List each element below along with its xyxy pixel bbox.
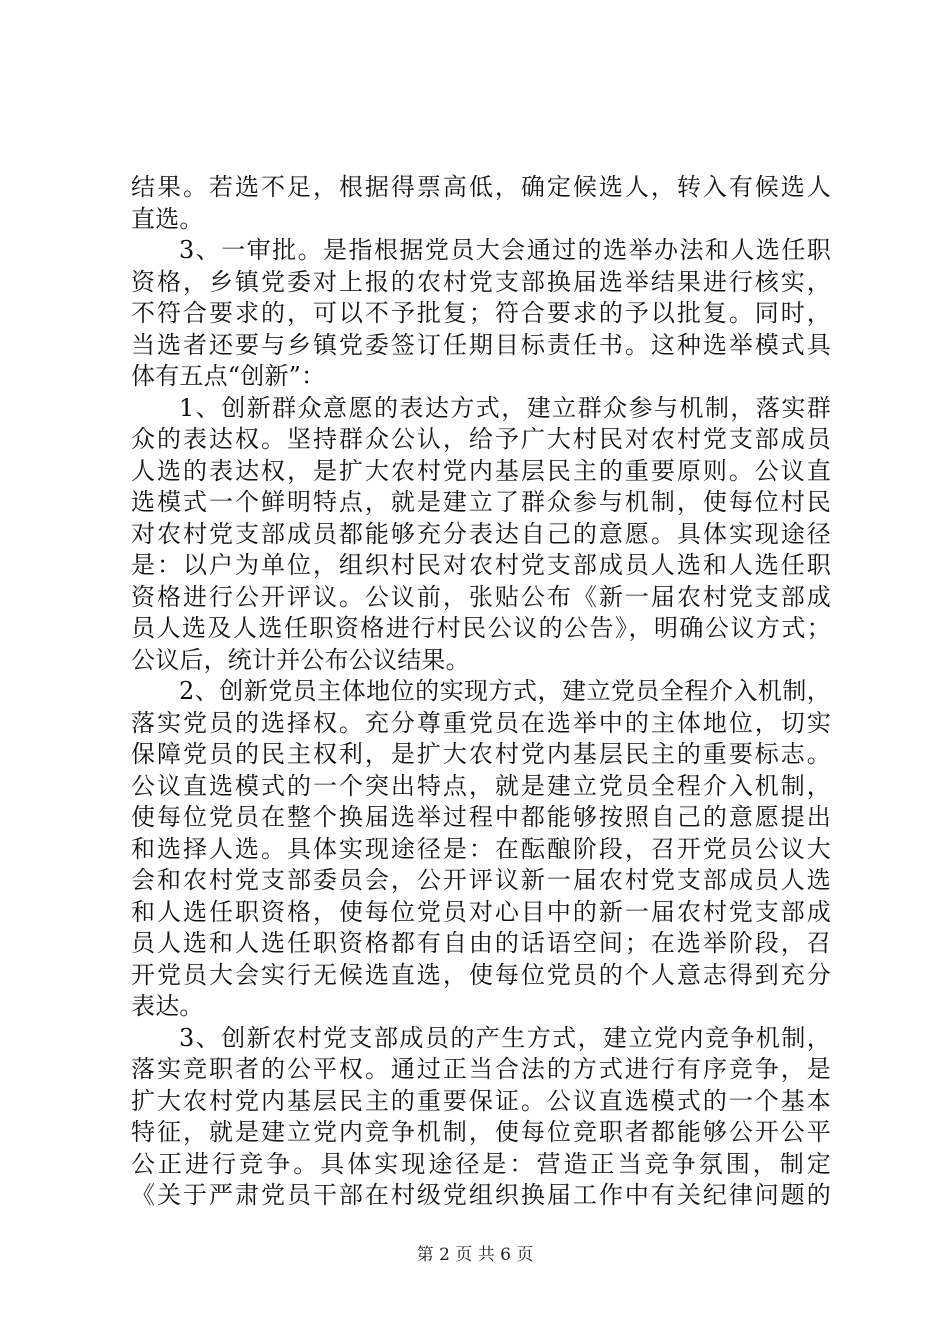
- text-line: 资格，乡镇党委对上报的农村党支部换届选举结果进行核实，: [131, 267, 831, 296]
- text-line: 员人选及人选任职资格进行村民公议的公告》，明确公议方式；: [131, 614, 831, 642]
- text-line: 1、创新群众意愿的表达方式，建立群众参与机制，落实群: [179, 393, 831, 422]
- page-number-footer: 第 2 页 共 6 页: [416, 1245, 534, 1265]
- text-line: 3、一审批。是指根据党员大会通过的选举办法和人选任职: [179, 236, 831, 264]
- text-line: 对农村党支部成员都能够充分表达自己的意愿。具体实现途径: [131, 519, 831, 548]
- text-line: 众的表达权。坚持群众公认，给予广大村民对农村党支部成员: [131, 425, 831, 453]
- text-line: 公议后，统计并公布公议结果。: [131, 645, 470, 674]
- document-body: [131, 172, 831, 1212]
- text-line: 3、创新农村党支部成员的产生方式，建立党内竞争机制，: [179, 1023, 831, 1052]
- text-line: 落实竞职者的公平权。通过正当合法的方式进行有序竞争，是: [131, 1055, 831, 1083]
- text-line: 直选。: [131, 204, 204, 233]
- text-line: 和选择人选。具体实现途径是：在酝酿阶段，召开党员公议大: [131, 834, 831, 863]
- text-line: 当选者还要与乡镇党委签订任期目标责任书。这种选举模式具: [131, 330, 831, 359]
- text-line: 会和农村党支部委员会，公开评议新一届农村党支部成员人选: [131, 866, 831, 894]
- text-line: 表达。: [131, 992, 204, 1020]
- text-line: 公正进行竞争。具体实现途径是：营造正当竞争氛围，制定: [131, 1149, 831, 1178]
- text-line: 员人选和人选任职资格都有自由的话语空间；在选举阶段，召: [131, 929, 831, 957]
- text-line: 资格进行公开评议。公议前，张贴公布《新一届农村党支部成: [131, 582, 831, 611]
- text-line: 落实党员的选择权。充分尊重党员在选举中的主体地位，切实: [131, 708, 831, 737]
- text-line: 《关于严肃党员干部在村级党组织换届工作中有关纪律问题的: [131, 1181, 831, 1209]
- text-line: 公议直选模式的一个突出特点，就是建立党员全程介入机制，: [131, 771, 831, 800]
- text-line: 特征，就是建立党内竞争机制，使每位竞职者都能够公开公平: [131, 1118, 831, 1146]
- text-line: 开党员大会实行无候选直选，使每位党员的个人意志得到充分: [131, 960, 831, 989]
- text-line: 不符合要求的，可以不予批复；符合要求的予以批复。同时，: [131, 299, 831, 327]
- text-line: 选模式一个鲜明特点，就是建立了群众参与机制，使每位村民: [131, 488, 831, 516]
- text-line: 和人选任职资格，使每位党员对心目中的新一届农村党支部成: [131, 897, 831, 926]
- text-line: 保障党员的民主权利，是扩大农村党内基层民主的重要标志。: [131, 740, 831, 768]
- text-line: 使每位党员在整个换届选举过程中都能够按照自己的意愿提出: [131, 803, 831, 831]
- text-line: 结果。若选不足，根据得票高低，确定候选人，转入有候选人: [131, 173, 831, 201]
- text-line: 体有五点“创新”：: [131, 362, 326, 390]
- text-line: 2、创新党员主体地位的实现方式，建立党员全程介入机制，: [179, 677, 831, 705]
- text-line: 人选的表达权，是扩大农村党内基层民主的重要原则。公议直: [131, 456, 831, 485]
- text-line: 扩大农村党内基层民主的重要保证。公议直选模式的一个基本: [131, 1086, 831, 1115]
- text-line: 是：以户为单位，组织村民对农村党支部成员人选和人选任职: [131, 551, 831, 579]
